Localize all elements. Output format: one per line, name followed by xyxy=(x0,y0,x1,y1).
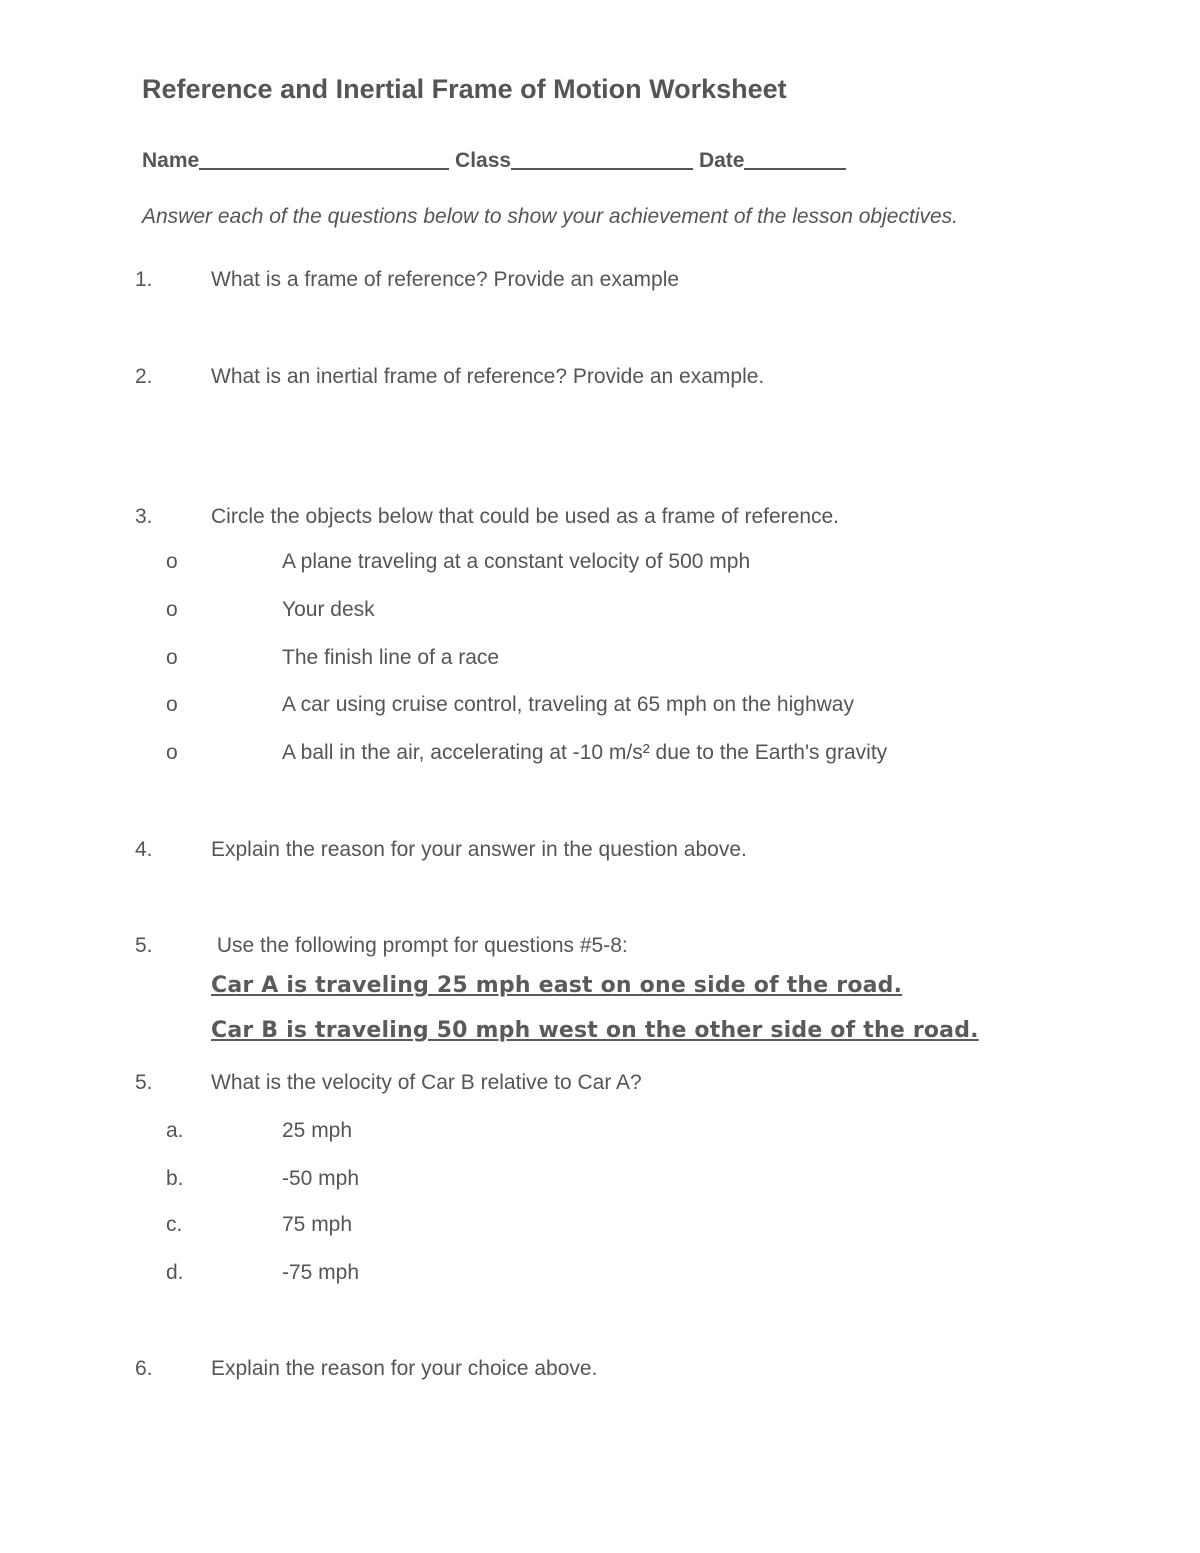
question-4-text: Explain the reason for your answer in the question above. xyxy=(211,838,747,861)
question-6-number: 6. xyxy=(135,1357,153,1380)
option-car[interactable]: A car using cruise control, traveling at 65 mph on the highway xyxy=(282,693,854,716)
name-blank[interactable] xyxy=(199,148,449,170)
question-3-number: 3. xyxy=(135,505,153,528)
list-bullet: o xyxy=(166,598,178,621)
date-blank[interactable] xyxy=(744,148,846,170)
option-letter: c. xyxy=(166,1213,183,1236)
worksheet-title: Reference and Inertial Frame of Motion Worksheet xyxy=(142,74,787,104)
question-5-number: 5. xyxy=(135,1071,153,1094)
option-ball[interactable]: A ball in the air, accelerating at -10 m/s² due to the Earth's gravity xyxy=(282,741,888,764)
prompt-intro: Use the following prompt for questions #5-8: xyxy=(211,934,628,957)
option-letter: a. xyxy=(166,1119,184,1142)
list-bullet: o xyxy=(166,693,178,716)
option-d[interactable]: -75 mph xyxy=(282,1261,360,1284)
question-2-text: What is an inertial frame of reference? Provide an example. xyxy=(211,365,765,388)
question-5-text: What is the velocity of Car B relative to Car A? xyxy=(211,1071,642,1094)
list-bullet: o xyxy=(166,646,178,669)
student-info-line xyxy=(142,148,846,173)
option-letter: b. xyxy=(166,1167,184,1190)
question-6-text: Explain the reason for your choice above. xyxy=(211,1357,598,1380)
option-c[interactable]: 75 mph xyxy=(282,1213,353,1236)
prompt-car-b: Car B is traveling 50 mph west on the other side of the road. xyxy=(211,1018,979,1043)
question-4-number: 4. xyxy=(135,838,153,861)
option-finish-line[interactable]: The finish line of a race xyxy=(282,646,500,669)
option-plane[interactable]: A plane traveling at a constant velocity of 500 mph xyxy=(282,550,751,573)
class-blank[interactable] xyxy=(511,148,693,170)
option-desk[interactable]: Your desk xyxy=(282,598,375,621)
prompt-number: 5. xyxy=(135,934,153,957)
question-3-text: Circle the objects below that could be used as a frame of reference. xyxy=(211,505,840,528)
option-letter: d. xyxy=(166,1261,184,1284)
option-b[interactable]: -50 mph xyxy=(282,1167,360,1190)
option-a[interactable]: 25 mph xyxy=(282,1119,353,1142)
name-label: Name xyxy=(142,149,200,172)
question-1-text: What is a frame of reference? Provide an example xyxy=(211,268,680,291)
prompt-car-a: Car A is traveling 25 mph east on one side of the road. xyxy=(211,973,903,998)
class-label: Class xyxy=(455,149,512,172)
list-bullet: o xyxy=(166,741,178,764)
question-1-number: 1. xyxy=(135,268,153,291)
question-2-number: 2. xyxy=(135,365,153,388)
date-label: Date xyxy=(698,149,745,172)
list-bullet: o xyxy=(166,550,178,573)
instructions: Answer each of the questions below to show your achievement of the lesson objectives. xyxy=(142,205,958,228)
